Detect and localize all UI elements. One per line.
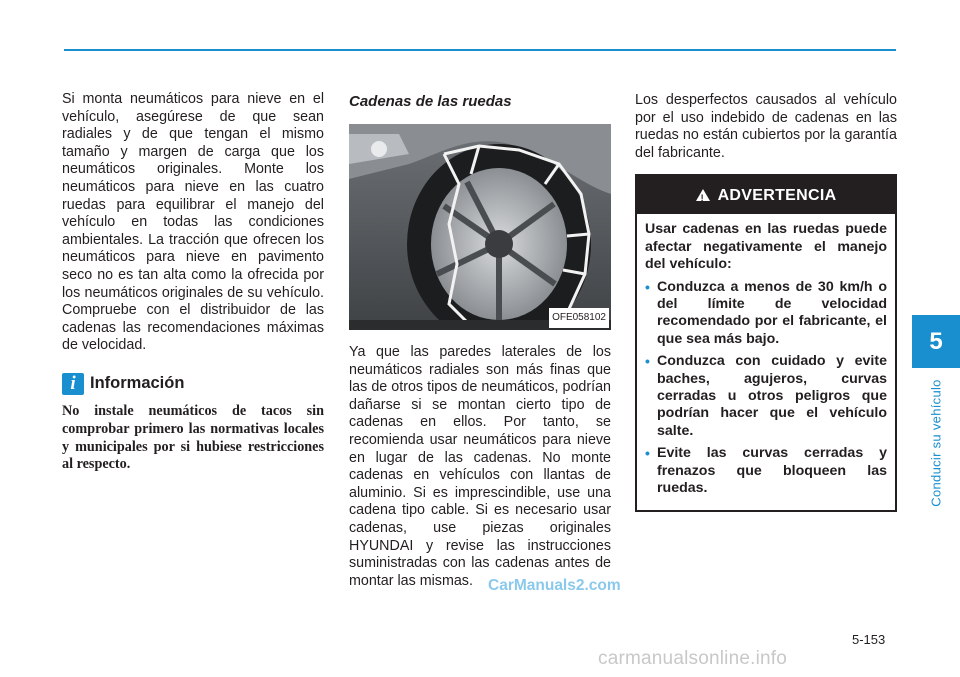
info-title: Información xyxy=(90,374,185,393)
top-rule xyxy=(64,49,896,51)
warning-bullet xyxy=(645,445,887,497)
chapter-number-tab: 5 xyxy=(912,315,960,368)
chapter-label xyxy=(916,378,956,508)
info-text: No instale neumáticos de tacos sin comprobar primero las normativas locales y municipales por si hubiese restricciones al respecto. xyxy=(62,402,324,473)
warning-bullet-text: Evite las curvas cerradas y frenazos que bloqueen las ruedas. xyxy=(657,445,887,497)
watermark-carmanuals2: CarManuals2.com xyxy=(488,577,621,594)
warning-body xyxy=(637,214,895,510)
warning-title: ADVERTENCIA xyxy=(717,186,837,204)
column-right xyxy=(635,92,897,512)
warning-bullet-text: Conduzca con cuidado y evite baches, agujeros, curvas cerradas u otros peligros que podrían hacer que el vehículo salte. xyxy=(657,353,887,439)
warning-bullet xyxy=(645,279,887,349)
warranty-paragraph: Los desperfectos causados al vehículo por el uso indebido de cadenas en las ruedas no están cubiertos por la garantía del fabricante. xyxy=(635,92,897,161)
column-left xyxy=(62,91,324,474)
snow-tires-paragraph: Si monta neumáticos para nieve en el vehículo, asegúrese de que sean radiales y de que tengan el mismo tamaño y margen de carga que los neumáticos originales. Monte los neumáticos para nieve en las cuatro ruedas para equilibrar el manejo del vehículo en todas las condiciones ambientales. La tracción que ofrecen los neumáticos para nieve en pavimento seco no es tan alta como la ofrecida por los neumáticos originales de su vehículo. Compruebe con el distribuidor de las cadenas las recomendaciones máximas de velocidad. xyxy=(62,91,324,354)
watermark-carmanualsonline: carmanualsonline.info xyxy=(598,648,788,669)
warning-triangle-icon: ! xyxy=(696,189,710,201)
warning-bullet-text: Conduzca a menos de 30 km/h o del límite de velocidad recomendado por el fabricante, el que sea más bajo. xyxy=(657,278,887,347)
chapter-label-text: Conducir su vehículo xyxy=(928,379,944,507)
info-header xyxy=(62,373,324,395)
bullet-icon: • xyxy=(645,445,650,462)
tire-chain-illustration xyxy=(349,124,611,330)
bullet-icon: • xyxy=(645,353,650,370)
column-middle xyxy=(349,92,611,590)
warning-intro: Usar cadenas en las ruedas puede afectar negativamente el manejo del vehículo: xyxy=(645,221,887,273)
warning-box xyxy=(635,174,897,512)
warning-header xyxy=(637,176,895,214)
page-number: 5-153 xyxy=(852,632,886,647)
warning-bullet xyxy=(645,353,887,440)
section-title: Cadenas de las ruedas xyxy=(349,93,512,110)
tire-chain-figure xyxy=(349,124,611,330)
figure-caption: OFE058102 xyxy=(549,308,609,328)
tire-chains-paragraph: Ya que las paredes laterales de los neumáticos radiales son más finas que las de otros tipos de neumáticos, podrían dañarse si se montan cierto tipo de cadenas en ellos. Por tanto, se recomienda usar neumáticos para nieve en lugar de las cadenas. No monte cadenas en vehículos con llantas de aluminio. Si es imprescindible, use una cadena tipo cable. Si es necesario usar cadenas, use piezas originales HYUNDAI y revise las instrucciones suministradas con las cadenas antes de montar las mismas. xyxy=(349,344,611,589)
info-icon: i xyxy=(62,373,84,395)
bullet-icon: • xyxy=(645,278,650,295)
